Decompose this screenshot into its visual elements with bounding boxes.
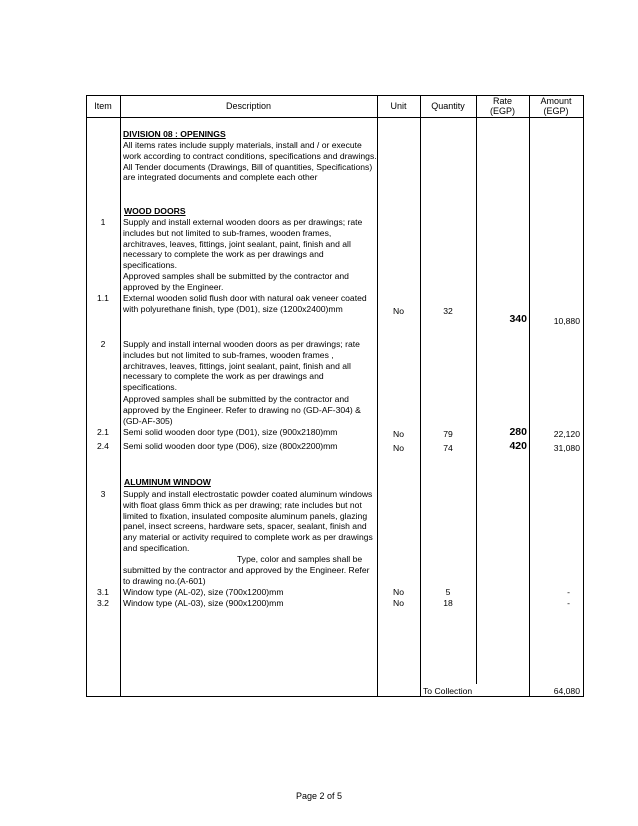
- col-divider-quantity: [476, 95, 477, 684]
- item-3-2-quantity: 18: [443, 598, 453, 608]
- item-number-2-1: 2.1: [97, 427, 109, 437]
- item-2-1-amount: 22,120: [553, 429, 580, 439]
- item-3-text: Supply and install electrostatic powder coated aluminum windows with float glass 6mm thick as per drawing; rate includes but not limited to fixation, insulated composite aluminum panels, glazing panel, insect screens, hardware sets, spacer, sealant, finish and any material or activity required to complete work as per drawings and specification.: [123, 489, 373, 553]
- header-amount: Amount: [540, 96, 572, 106]
- item-number-3: 3: [100, 489, 106, 499]
- header-bottom-border: [86, 117, 584, 118]
- col-divider-item: [120, 95, 121, 697]
- item-3-1-quantity: 5: [445, 587, 451, 597]
- item-3-1-amount: -: [567, 587, 570, 597]
- item-2-4-text: Semi solid wooden door type (D06), size (800x2200)mm: [123, 441, 338, 451]
- item-1-1-amount: 10,880: [553, 316, 580, 326]
- to-collection-label: To Collection: [423, 686, 473, 696]
- header-rate-unit: (EGP): [489, 106, 515, 116]
- item-2-4-amount: 31,080: [553, 443, 580, 453]
- item-2-4-unit: No: [393, 443, 404, 453]
- item-1-1-text: External wooden solid flush door with natural oak veneer coated with polyurethane finish, type (D01), size (1200x2400)mm: [123, 293, 367, 314]
- wood-doors-title: WOOD DOORS: [124, 206, 186, 216]
- item-number-1-1: 1.1: [97, 293, 109, 303]
- division-title: DIVISION 08 : OPENINGS: [123, 129, 226, 139]
- item-2-4-rate: 420: [509, 440, 527, 452]
- item-1-approval-text: Approved samples shall be submitted by the contractor and approved by the Engineer.: [123, 271, 349, 292]
- item-1-text: Supply and install external wooden doors as per drawings; rate includes but not limited to sub-frames, wooden frames, architraves, leaves, fittings, joint sealant, paint, finish and all necessary to complete the work as per drawings and specifications.: [123, 217, 363, 270]
- header-unit: Unit: [390, 101, 407, 111]
- item-number-3-1: 3.1: [97, 587, 109, 597]
- item-number-3-2: 3.2: [97, 598, 109, 608]
- division-text: All items rates include supply materials, install and / or execute work according to contract conditions, specifications and drawings. All Tender documents (Drawings, Bill of quantities, Specifications) are integrated documents and complete each other: [123, 140, 377, 183]
- collection-amount: 64,080: [553, 686, 580, 696]
- item-2-text: Supply and install internal wooden doors as per drawings; rate includes but not limited to sub-frames, wooden frames , architraves, leaves, fittings, joint sealant, paint, finish and all necessary to complete the work as per drawings and specifications.: [123, 339, 360, 392]
- page-footer: Page 2 of 5: [295, 791, 343, 801]
- item-2-1-rate: 280: [509, 426, 527, 438]
- header-rate: Rate: [492, 96, 512, 106]
- item-3-2-unit: No: [393, 598, 404, 608]
- header-description: Description: [225, 101, 272, 111]
- table-bottom-border: [86, 696, 584, 697]
- item-number-2: 2: [100, 339, 106, 349]
- item-2-1-quantity: 79: [443, 429, 453, 439]
- item-2-1-unit: No: [393, 429, 404, 439]
- item-3-samples-text: [123, 554, 377, 565]
- header-quantity: Quantity: [431, 101, 465, 111]
- item-2-4-quantity: 74: [443, 443, 453, 453]
- item-number-1: 1: [100, 217, 106, 227]
- item-3-2-text: Window type (AL-03), size (900x1200)mm: [123, 598, 284, 608]
- item-number-2-4: 2.4: [97, 441, 109, 451]
- item-3-approval-text: submitted by the contractor and approved by the Engineer. Refer to drawing no.(A-601): [123, 565, 370, 586]
- item-2-approval-text: Approved samples shall be submitted by the contractor and approved by the Engineer. Refer to drawing no (GD-AF-304) & (GD-AF-305): [123, 394, 361, 426]
- item-3-1-text: Window type (AL-02), size (700x1200)mm: [123, 587, 284, 597]
- item-1-1-rate: 340: [509, 313, 527, 325]
- item-2-1-text: Semi solid wooden door type (D01), size (900x2180)mm: [123, 427, 338, 437]
- header-amount-unit: (EGP): [543, 106, 569, 116]
- item-3-2-amount: -: [567, 598, 570, 608]
- aluminum-window-title: ALUMINUM WINDOW: [124, 477, 211, 487]
- table-right-border: [583, 95, 584, 697]
- item-1-1-unit: No: [393, 306, 404, 316]
- item-3-1-unit: No: [393, 587, 404, 597]
- header-item: Item: [94, 101, 112, 111]
- item-3-samples-label: Type, color and samples shall be: [237, 554, 363, 564]
- item-1-1-quantity: 32: [443, 306, 453, 316]
